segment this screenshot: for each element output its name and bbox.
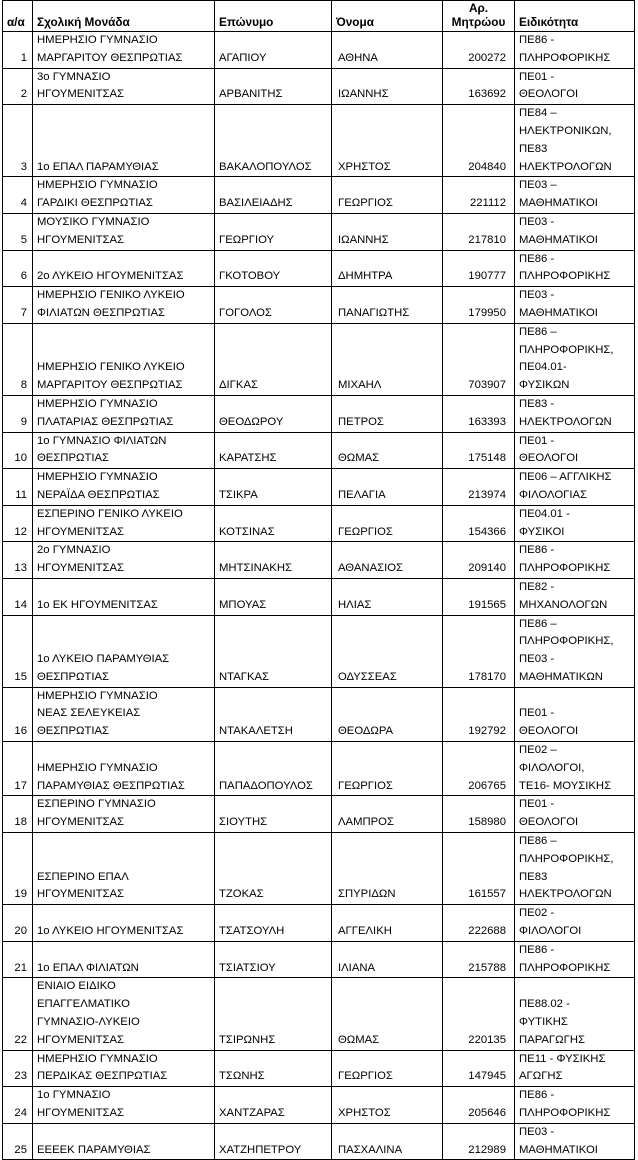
school-unit-cell: ΕΕΕΕΚ ΠΑΡΑΜΥΘΙΑΣ xyxy=(33,1123,215,1160)
surname-cell: ΧΑΤΖΗΠΕΤΡΟΥ xyxy=(215,1123,332,1160)
school-unit-cell: 1ο ΓΥΜΝΑΣΙΟ ΦΙΛΙΑΤΩΝ ΘΕΣΠΡΩΤΙΑΣ xyxy=(33,432,215,469)
first-name-cell: ΑΘΗΝΑ xyxy=(332,32,443,69)
surname-cell: ΑΡΒΑΝΙΤΗΣ xyxy=(215,68,332,105)
first-name-cell: ΗΛΙΑΣ xyxy=(332,578,443,615)
table-row xyxy=(3,505,635,542)
table-row xyxy=(3,1123,635,1160)
surname-cell: ΓΚΟΤΟΒΟΥ xyxy=(215,250,332,287)
table-row xyxy=(3,578,635,615)
specialty-cell: ΠΕ01 - ΘΕΟΛΟΓΟΙ xyxy=(515,796,635,833)
row-index-cell: 7 xyxy=(3,287,33,324)
school-unit-cell: 1ο ΓΥΜΝΑΣΙΟ ΗΓΟΥΜΕΝΙΤΣΑΣ xyxy=(33,1087,215,1124)
first-name-cell: ΑΓΓΕΛΙΚΗ xyxy=(332,905,443,942)
school-unit-cell: ΗΜΕΡΗΣΙΟ ΓΥΜΝΑΣΙΟ ΓΑΡΔΙΚΙ ΘΕΣΠΡΩΤΙΑΣ xyxy=(33,177,215,214)
school-unit-cell: ΗΜΕΡΗΣΙΟ ΓΥΜΝΑΣΙΟ ΝΕΡΑΪΔΑ ΘΕΣΠΡΩΤΙΑΣ xyxy=(33,469,215,506)
specialty-cell: ΠΕ06 – ΑΓΓΛΙΚΗΣ ΦΙΛΟΛΟΓΙΑΣ xyxy=(515,469,635,506)
first-name-cell: ΑΘΑΝΑΣΙΟΣ xyxy=(332,542,443,579)
school-unit-cell: 3ο ΓΥΜΝΑΣΙΟ ΗΓΟΥΜΕΝΙΤΣΑΣ xyxy=(33,68,215,105)
first-name-cell: ΠΕΛΑΓΙΑ xyxy=(332,469,443,506)
specialty-cell: ΠΕ04.01 - ΦΥΣΙΚΟΙ xyxy=(515,505,635,542)
school-unit-cell: ΕΣΠΕΡΙΝΟ ΓΕΝΙΚΟ ΛΥΚΕΙΟ ΗΓΟΥΜΕΝΙΤΣΑΣ xyxy=(33,505,215,542)
row-index-cell: 20 xyxy=(3,905,33,942)
registry-number-cell: 215788 xyxy=(443,941,515,978)
surname-cell: ΣΙΟΥΤΗΣ xyxy=(215,796,332,833)
first-name-cell: ΟΔΥΣΣΕΑΣ xyxy=(332,615,443,687)
specialty-cell: ΠΕ03 - ΜΑΘΗΜΑΤΙΚΟΙ xyxy=(515,1123,635,1160)
first-name-cell: ΠΕΤΡΟΣ xyxy=(332,395,443,432)
table-row xyxy=(3,105,635,177)
school-unit-cell: ΗΜΕΡΗΣΙΟ ΓΥΜΝΑΣΙΟ ΠΑΡΑΜΥΘΙΑΣ ΘΕΣΠΡΩΤΙΑΣ xyxy=(33,742,215,796)
specialty-cell: ΠΕ82 - ΜΗΧΑΝΟΛΟΓΩΝ xyxy=(515,578,635,615)
row-index-cell: 19 xyxy=(3,833,33,905)
registry-number-cell: 161557 xyxy=(443,833,515,905)
first-name-cell: ΠΑΝΑΓΙΩΤΗΣ xyxy=(332,287,443,324)
surname-cell: ΧΑΝΤΖΑΡΑΣ xyxy=(215,1087,332,1124)
table-row xyxy=(3,796,635,833)
specialty-cell: ΠΕ88.02 - ΦΥΤΙΚΗΣ ΠΑΡΑΓΩΓΗΣ xyxy=(515,978,635,1050)
row-index-cell: 10 xyxy=(3,432,33,469)
row-index-cell: 11 xyxy=(3,469,33,506)
school-unit-cell: ΜΟΥΣΙΚΟ ΓΥΜΝΑΣΙΟ ΗΓΟΥΜΕΝΙΤΣΑΣ xyxy=(33,213,215,250)
row-index-cell: 22 xyxy=(3,978,33,1050)
table-row xyxy=(3,323,635,395)
registry-number-cell: 205646 xyxy=(443,1087,515,1124)
school-unit-cell: ΕΣΠΕΡΙΝΟ ΕΠΑΛ ΗΓΟΥΜΕΝΙΤΣΑΣ xyxy=(33,833,215,905)
specialty-cell: ΠΕ86 – ΠΛΗΡΟΦΟΡΙΚΗΣ, ΠΕ03 - ΜΑΘΗΜΑΤΙΚΩΝ xyxy=(515,615,635,687)
surname-cell: ΤΣΩΝΗΣ xyxy=(215,1050,332,1087)
specialty-cell: ΠΕ83 - ΗΛΕΚΤΡΟΛΟΓΩΝ xyxy=(515,395,635,432)
specialty-cell: ΠΕ03 - ΜΑΘΗΜΑΤΙΚΟΙ xyxy=(515,287,635,324)
row-index-cell: 15 xyxy=(3,615,33,687)
registry-number-cell: 221112 xyxy=(443,177,515,214)
header-row xyxy=(3,1,635,32)
specialty-cell: ΠΕ86 - ΠΛΗΡΟΦΟΡΙΚΗΣ xyxy=(515,250,635,287)
registry-number-cell: 178170 xyxy=(443,615,515,687)
surname-cell: ΝΤΑΓΚΑΣ xyxy=(215,615,332,687)
table-row xyxy=(3,213,635,250)
row-index-cell: 12 xyxy=(3,505,33,542)
registry-number-cell: 206765 xyxy=(443,742,515,796)
surname-cell: ΤΣΙΑΤΣΙΟΥ xyxy=(215,941,332,978)
registry-number-cell: 209140 xyxy=(443,542,515,579)
teachers-table xyxy=(2,0,635,1160)
registry-number-cell: 213974 xyxy=(443,469,515,506)
school-unit-cell: ΗΜΕΡΗΣΙΟ ΓΕΝΙΚΟ ΛΥΚΕΙΟ ΦΙΛΙΑΤΩΝ ΘΕΣΠΡΩΤΙΑΣ xyxy=(33,287,215,324)
school-unit-cell: ΗΜΕΡΗΣΙΟ ΓΕΝΙΚΟ ΛΥΚΕΙΟ ΜΑΡΓΑΡΙΤΟΥ ΘΕΣΠΡΩΤΙΑΣ xyxy=(33,323,215,395)
first-name-cell: ΘΕΟΔΩΡΑ xyxy=(332,687,443,741)
row-index-cell: 13 xyxy=(3,542,33,579)
registry-number-cell: 163393 xyxy=(443,395,515,432)
surname-cell: ΚΑΡΑΤΣΗΣ xyxy=(215,432,332,469)
surname-cell: ΤΣΙΡΩΝΗΣ xyxy=(215,978,332,1050)
table-row xyxy=(3,1087,635,1124)
table-row xyxy=(3,32,635,69)
registry-number-cell: 158980 xyxy=(443,796,515,833)
row-index-cell: 2 xyxy=(3,68,33,105)
surname-cell: ΤΣΑΤΣΟΥΛΗ xyxy=(215,905,332,942)
table-row xyxy=(3,615,635,687)
registry-number-cell: 703907 xyxy=(443,323,515,395)
surname-cell: ΘΕΟΔΩΡΟΥ xyxy=(215,395,332,432)
specialty-cell: ΠΕ84 – ΗΛΕΚΤΡΟΝΙΚΩΝ, ΠΕ83 ΗΛΕΚΤΡΟΛΟΓΩΝ xyxy=(515,105,635,177)
first-name-cell: ΙΛΙΑΝΑ xyxy=(332,941,443,978)
first-name-cell: ΣΠΥΡΙΔΩΝ xyxy=(332,833,443,905)
table-row xyxy=(3,287,635,324)
school-unit-cell: ΕΝΙΑΙΟ ΕΙΔΙΚΟ ΕΠΑΓΓΕΛΜΑΤΙΚΟ ΓΥΜΝΑΣΙΟ-ΛΥΚΕΙΟ ΗΓΟΥΜΕΝΙΤΣΑΣ xyxy=(33,978,215,1050)
surname-cell: ΠΑΠΑΔΟΠΟΥΛΟΣ xyxy=(215,742,332,796)
row-index-cell: 9 xyxy=(3,395,33,432)
first-name-cell: ΧΡΗΣΤΟΣ xyxy=(332,105,443,177)
first-name-cell: ΙΩΑΝΝΗΣ xyxy=(332,213,443,250)
header-index: α/α xyxy=(3,1,33,32)
surname-cell: ΑΓΑΠΙΟΥ xyxy=(215,32,332,69)
table-row xyxy=(3,941,635,978)
row-index-cell: 21 xyxy=(3,941,33,978)
first-name-cell: ΛΑΜΠΡΟΣ xyxy=(332,796,443,833)
surname-cell: ΝΤΑΚΑΛΕΤΣΗ xyxy=(215,687,332,741)
row-index-cell: 3 xyxy=(3,105,33,177)
row-index-cell: 8 xyxy=(3,323,33,395)
school-unit-cell: ΗΜΕΡΗΣΙΟ ΓΥΜΝΑΣΙΟ ΠΛΑΤΑΡΙΑΣ ΘΕΣΠΡΩΤΙΑΣ xyxy=(33,395,215,432)
first-name-cell: ΓΕΩΡΓΙΟΣ xyxy=(332,1050,443,1087)
surname-cell: ΓΟΓΟΛΟΣ xyxy=(215,287,332,324)
first-name-cell: ΜΙΧΑΗΛ xyxy=(332,323,443,395)
row-index-cell: 16 xyxy=(3,687,33,741)
registry-number-cell: 147945 xyxy=(443,1050,515,1087)
school-unit-cell: ΗΜΕΡΗΣΙΟ ΓΥΜΝΑΣΙΟ ΠΕΡΔΙΚΑΣ ΘΕΣΠΡΩΤΙΑΣ xyxy=(33,1050,215,1087)
surname-cell: ΚΟΤΣΙΝΑΣ xyxy=(215,505,332,542)
school-unit-cell: 1ο ΛΥΚΕΙΟ ΠΑΡΑΜΥΘΙΑΣ ΘΕΣΠΡΩΤΙΑΣ xyxy=(33,615,215,687)
school-unit-cell: ΗΜΕΡΗΣΙΟ ΓΥΜΝΑΣΙΟ ΝΕΑΣ ΣΕΛΕΥΚΕΙΑΣ ΘΕΣΠΡΩΤΙΑΣ xyxy=(33,687,215,741)
school-unit-cell: 2ο ΛΥΚΕΙΟ ΗΓΟΥΜΕΝΙΤΣΑΣ xyxy=(33,250,215,287)
specialty-cell: ΠΕ86 - ΠΛΗΡΟΦΟΡΙΚΗΣ xyxy=(515,542,635,579)
school-unit-cell: 1ο ΕΚ ΗΓΟΥΜΕΝΙΤΣΑΣ xyxy=(33,578,215,615)
specialty-cell: ΠΕ86 – ΠΛΗΡΟΦΟΡΙΚΗΣ, ΠΕ83 ΗΛΕΚΤΡΟΛΟΓΩΝ xyxy=(515,833,635,905)
specialty-cell: ΠΕ03 - ΜΑΘΗΜΑΤΙΚΟΙ xyxy=(515,213,635,250)
header-registry-number: Αρ. Μητρώου xyxy=(443,1,515,32)
registry-number-cell: 154366 xyxy=(443,505,515,542)
table-row xyxy=(3,833,635,905)
header-first-name: Όνομα xyxy=(332,1,443,32)
table-row xyxy=(3,395,635,432)
registry-number-cell: 222688 xyxy=(443,905,515,942)
first-name-cell: ΓΕΩΡΓΙΟΣ xyxy=(332,742,443,796)
row-index-cell: 23 xyxy=(3,1050,33,1087)
table-row xyxy=(3,1050,635,1087)
specialty-cell: ΠΕ02 - ΦΙΛΟΛΟΓΟΙ xyxy=(515,905,635,942)
first-name-cell: ΘΩΜΑΣ xyxy=(332,978,443,1050)
first-name-cell: ΔΗΜΗΤΡΑ xyxy=(332,250,443,287)
table-row xyxy=(3,978,635,1050)
header-specialty: Ειδικότητα xyxy=(515,1,635,32)
row-index-cell: 4 xyxy=(3,177,33,214)
row-index-cell: 18 xyxy=(3,796,33,833)
row-index-cell: 14 xyxy=(3,578,33,615)
registry-number-cell: 217810 xyxy=(443,213,515,250)
row-index-cell: 5 xyxy=(3,213,33,250)
specialty-cell: ΠΕ01 - ΘΕΟΛΟΓΟΙ xyxy=(515,432,635,469)
school-unit-cell: 1ο ΕΠΑΛ ΦΙΛΙΑΤΩΝ xyxy=(33,941,215,978)
header-surname: Επώνυμο xyxy=(215,1,332,32)
specialty-cell: ΠΕ11 - ΦΥΣΙΚΗΣ ΑΓΩΓΗΣ xyxy=(515,1050,635,1087)
specialty-cell: ΠΕ86 - ΠΛΗΡΟΦΟΡΙΚΗΣ xyxy=(515,941,635,978)
school-unit-cell: ΗΜΕΡΗΣΙΟ ΓΥΜΝΑΣΙΟ ΜΑΡΓΑΡΙΤΟΥ ΘΕΣΠΡΩΤΙΑΣ xyxy=(33,32,215,69)
surname-cell: ΜΠΟΥΑΣ xyxy=(215,578,332,615)
table-body xyxy=(3,32,635,1160)
first-name-cell: ΙΩΑΝΝΗΣ xyxy=(332,68,443,105)
school-unit-cell: 2ο ΓΥΜΝΑΣΙΟ ΗΓΟΥΜΕΝΙΤΣΑΣ xyxy=(33,542,215,579)
table-row xyxy=(3,432,635,469)
row-index-cell: 17 xyxy=(3,742,33,796)
specialty-cell: ΠΕ03 – ΜΑΘΗΜΑΤΙΚΟΙ xyxy=(515,177,635,214)
specialty-cell: ΠΕ86 - ΠΛΗΡΟΦΟΡΙΚΗΣ xyxy=(515,32,635,69)
surname-cell: ΤΣΙΚΡΑ xyxy=(215,469,332,506)
specialty-cell: ΠΕ01 - ΘΕΟΛΟΓΟΙ xyxy=(515,68,635,105)
registry-number-cell: 200272 xyxy=(443,32,515,69)
school-unit-cell: 1ο ΕΠΑΛ ΠΑΡΑΜΥΘΙΑΣ xyxy=(33,105,215,177)
row-index-cell: 6 xyxy=(3,250,33,287)
surname-cell: ΒΑΣΙΛΕΙΑΔΗΣ xyxy=(215,177,332,214)
table-row xyxy=(3,687,635,741)
school-unit-cell: 1ο ΛΥΚΕΙΟ ΗΓΟΥΜΕΝΙΤΣΑΣ xyxy=(33,905,215,942)
surname-cell: ΓΕΩΡΓΙΟΥ xyxy=(215,213,332,250)
registry-number-cell: 212989 xyxy=(443,1123,515,1160)
specialty-cell: ΠΕ86 - ΠΛΗΡΟΦΟΡΙΚΗΣ xyxy=(515,1087,635,1124)
registry-number-cell: 204840 xyxy=(443,105,515,177)
first-name-cell: ΓΕΩΡΓΙΟΣ xyxy=(332,505,443,542)
table-row xyxy=(3,250,635,287)
table-row xyxy=(3,905,635,942)
registry-number-cell: 220135 xyxy=(443,978,515,1050)
surname-cell: ΒΑΚΑΛΟΠΟΥΛΟΣ xyxy=(215,105,332,177)
surname-cell: ΔΙΓΚΑΣ xyxy=(215,323,332,395)
registry-number-cell: 163692 xyxy=(443,68,515,105)
first-name-cell: ΓΕΩΡΓΙΟΣ xyxy=(332,177,443,214)
surname-cell: ΜΗΤΣΙΝΑΚΗΣ xyxy=(215,542,332,579)
registry-number-cell: 191565 xyxy=(443,578,515,615)
row-index-cell: 24 xyxy=(3,1087,33,1124)
table-row xyxy=(3,469,635,506)
registry-number-cell: 190777 xyxy=(443,250,515,287)
registry-number-cell: 192792 xyxy=(443,687,515,741)
surname-cell: ΤΖΟΚΑΣ xyxy=(215,833,332,905)
header-school-unit: Σχολική Μονάδα xyxy=(33,1,215,32)
registry-number-cell: 179950 xyxy=(443,287,515,324)
table-row xyxy=(3,542,635,579)
registry-number-cell: 175148 xyxy=(443,432,515,469)
first-name-cell: ΠΑΣΧΑΛΙΝΑ xyxy=(332,1123,443,1160)
table-row xyxy=(3,177,635,214)
specialty-cell: ΠΕ02 – ΦΙΛΟΛΟΓΟΙ, ΤΕ16- ΜΟΥΣΙΚΗΣ xyxy=(515,742,635,796)
table-row xyxy=(3,742,635,796)
specialty-cell: ΠΕ86 – ΠΛΗΡΟΦΟΡΙΚΗΣ, ΠΕ04.01- ΦΥΣΙΚΩΝ xyxy=(515,323,635,395)
row-index-cell: 1 xyxy=(3,32,33,69)
row-index-cell: 25 xyxy=(3,1123,33,1160)
school-unit-cell: ΕΣΠΕΡΙΝΟ ΓΥΜΝΑΣΙΟ ΗΓΟΥΜΕΝΙΤΣΑΣ xyxy=(33,796,215,833)
specialty-cell: ΠΕ01 - ΘΕΟΛΟΓΟΙ xyxy=(515,687,635,741)
first-name-cell: ΧΡΗΣΤΟΣ xyxy=(332,1087,443,1124)
first-name-cell: ΘΩΜΑΣ xyxy=(332,432,443,469)
table-row xyxy=(3,68,635,105)
